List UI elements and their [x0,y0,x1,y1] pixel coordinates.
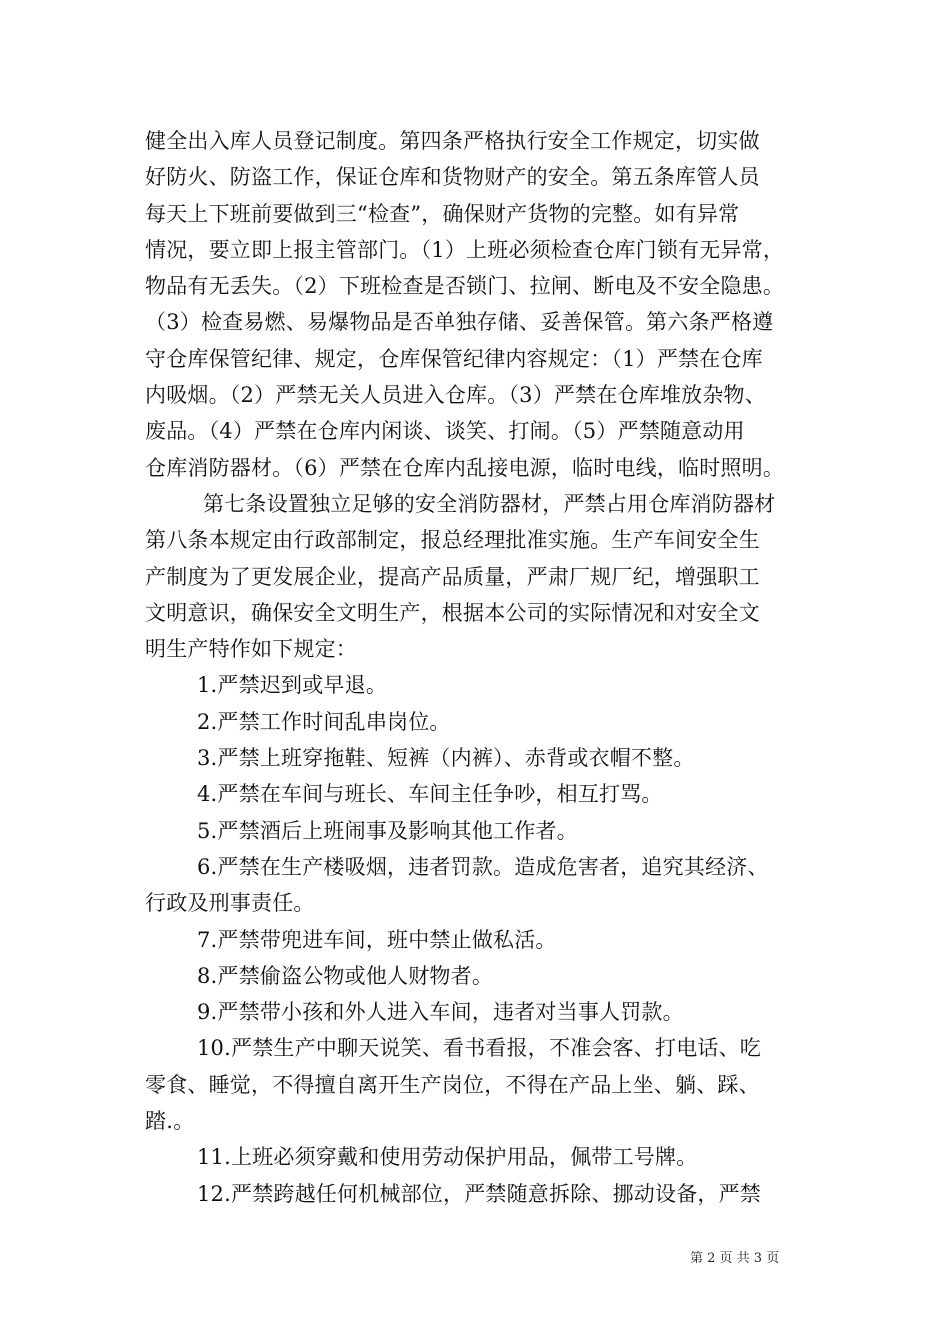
text-line: 守仓库保管纪律、规定，仓库保管纪律内容规定：（1）严禁在仓库 [145,346,763,371]
text-line: 文明意识，确保安全文明生产，根据本公司的实际情况和对安全文 [145,600,760,625]
list-item: 10.严禁生产中聊天说笑、看书看报，不准会客、打电话、吃 [197,1036,761,1061]
text-line: 物品有无丢失。（2）下班检查是否锁门、拉闸、断电及不安全隐患。 [145,274,785,299]
page-number: 第 2 页 共 3 页 [690,1251,780,1266]
list-item-continuation: 踏.。 [145,1109,195,1134]
list-item: 3.严禁上班穿拖鞋、短裤（内裤）、赤背或衣帽不整。 [197,746,695,771]
list-item-continuation: 行政及刑事责任。 [145,891,315,916]
text-line: 每天上下班前要做到三“检查”，确保财产货物的完整。如有异常 [145,201,740,226]
list-item: 1.严禁迟到或早退。 [197,673,388,698]
list-item: 9.严禁带小孩和外人进入车间，违者对当事人罚款。 [197,1000,684,1025]
text-line: 产制度为了更发展企业，提高产品质量，严肃厂规厂纪，增强职工 [145,564,760,589]
text-line: 情况，要立即上报主管部门。（1）上班必须检查仓库门锁有无异常， [145,237,785,262]
text-line: 内吸烟。（2）严禁无关人员进入仓库。（3）严禁在仓库堆放杂物、 [145,383,766,408]
list-item: 8.严禁偷盗公物或他人财物者。 [197,963,494,988]
document-body [145,123,825,1212]
text-line: 第七条设置独立足够的安全消防器材，严禁占用仓库消防器材 [203,491,776,516]
list-item: 11.上班必须穿戴和使用劳动保护用品，佩带工号牌。 [197,1145,698,1170]
list-item: 5.严禁酒后上班闹事及影响其他工作者。 [197,818,578,843]
list-item: 7.严禁带兜进车间，班中禁止做私活。 [197,927,557,952]
text-line: （3）检查易燃、易爆物品是否单独存储、妥善保管。第六条严格遵 [145,310,774,335]
list-item: 12.严禁跨越任何机械部位，严禁随意拆除、挪动设备，严禁 [197,1181,761,1206]
text-line: 健全出入库人员登记制度。第四条严格执行安全工作规定，切实做 [145,129,760,153]
text-line: 明生产特作如下规定： [145,637,357,662]
text-line: 好防火、防盗工作，保证仓库和货物财产的安全。第五条库管人员 [145,165,760,190]
text-line: 废品。（4）严禁在仓库内闲谈、谈笑、打闹。（5）严禁随意动用 [145,419,745,444]
text-line: 仓库消防器材。（6）严禁在仓库内乱接电源，临时电线，临时照明。 [145,455,785,480]
list-item-continuation: 零食、睡觉，不得擅自离开生产岗位，不得在产品上坐、躺、踩、 [145,1072,760,1097]
list-item: 6.严禁在生产楼吸烟，违者罚款。造成危害者，追究其经济、 [197,854,769,879]
text-line: 第八条本规定由行政部制定，报总经理批准实施。生产车间安全生 [145,528,760,553]
list-item: 4.严禁在车间与班长、车间主任争吵，相互打骂。 [197,782,663,807]
list-item: 2.严禁工作时间乱串岗位。 [197,709,451,734]
